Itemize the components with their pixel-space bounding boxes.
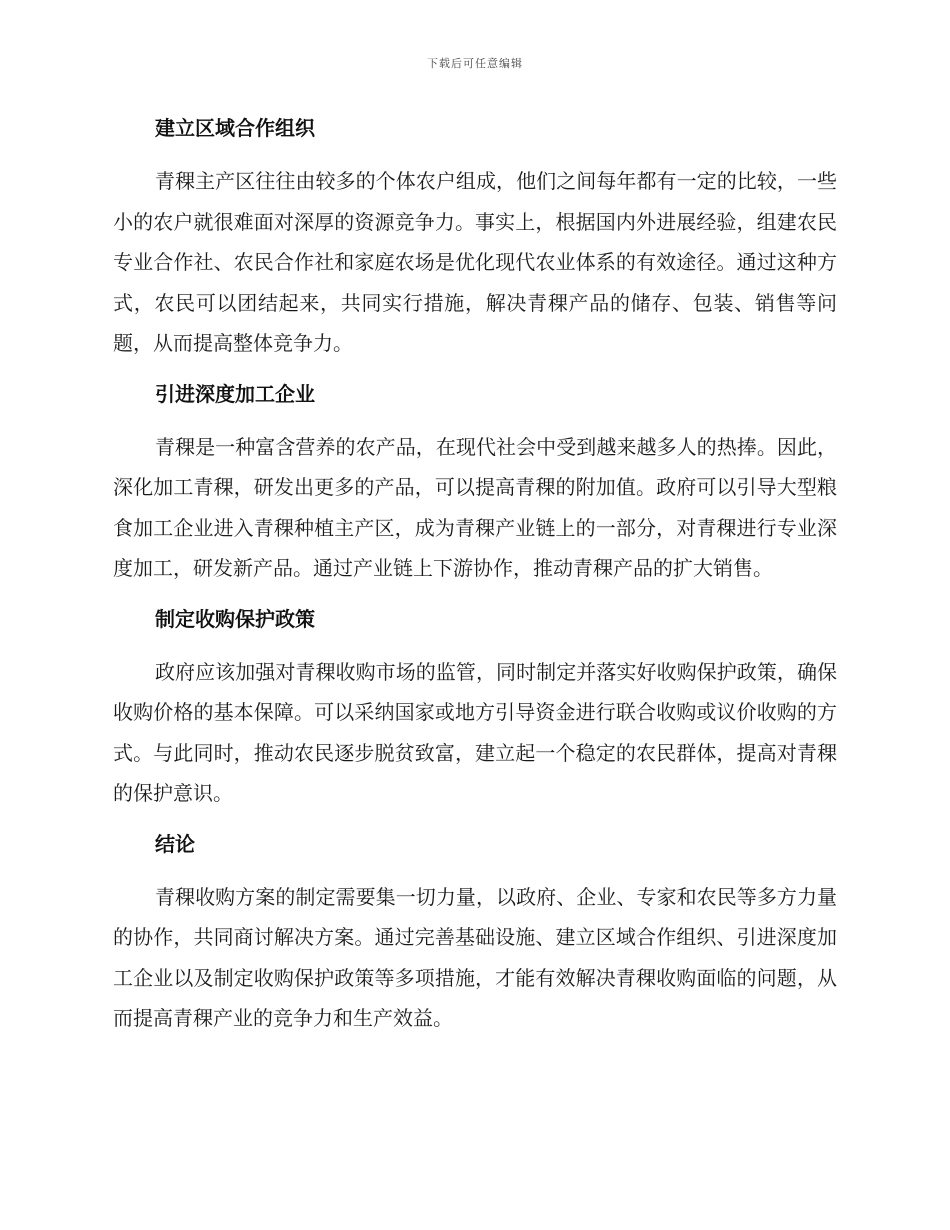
section-paragraph: 青稞主产区往往由较多的个体农户组成，他们之间每年都有一定的比较，一些小的农户就很难面对深厚的资源竞争力。事实上，根据国内外进展经验，组建农民专业合作社、农民合作社和家庭农场是优化现代农业体系的有效途径。通过这种方式，农民可以团结起来，共同实行措施，解决青稞产品的储存、包装、销售等问题，从而提高整体竞争力。: [113, 169, 837, 355]
section-paragraph: 青稞是一种富含营养的农产品，在现代社会中受到越来越多人的热捧。因此，深化加工青稞，研发出更多的产品，可以提高青稞的附加值。政府可以引导大型粮食加工企业进入青稞种植主产区，成为青稞产业链上的一部分，对青稞进行专业深度加工，研发新产品。通过产业链上下游协作，推动青稞产品的扩大销售。: [113, 434, 837, 580]
section-conclusion: [113, 824, 837, 1039]
section-purchase-protection: [113, 599, 837, 814]
section-paragraph: 政府应该加强对青稞收购市场的监管，同时制定并落实好收购保护政策，确保收购价格的基本保障。可以采纳国家或地方引导资金进行联合收购或议价收购的方式。与此同时，推动农民逐步脱贫致富，建立起一个稳定的农民群体，提高对青稞的保护意识。: [113, 659, 837, 805]
section-heading: 引进深度加工企业: [155, 381, 315, 406]
document-body: [113, 108, 837, 1049]
page-header: 下载后可任意编辑: [427, 57, 523, 70]
section-heading: 建立区域合作组织: [155, 116, 315, 140]
section-heading: 制定收购保护政策: [155, 606, 315, 631]
section-paragraph: 青稞收购方案的制定需要集一切力量，以政府、企业、专家和农民等多方力量的协作，共同商讨解决方案。通过完善基础设施、建立区域合作组织、引进深度加工企业以及制定收购保护政策等多项措施，才能有效解决青稞收购面临的问题，从而提高青稞产业的竞争力和生产效益。: [113, 884, 837, 1030]
section-heading: 结论: [155, 831, 195, 856]
section-deep-processing: [113, 374, 837, 589]
section-regional-cooperation: [113, 108, 837, 364]
